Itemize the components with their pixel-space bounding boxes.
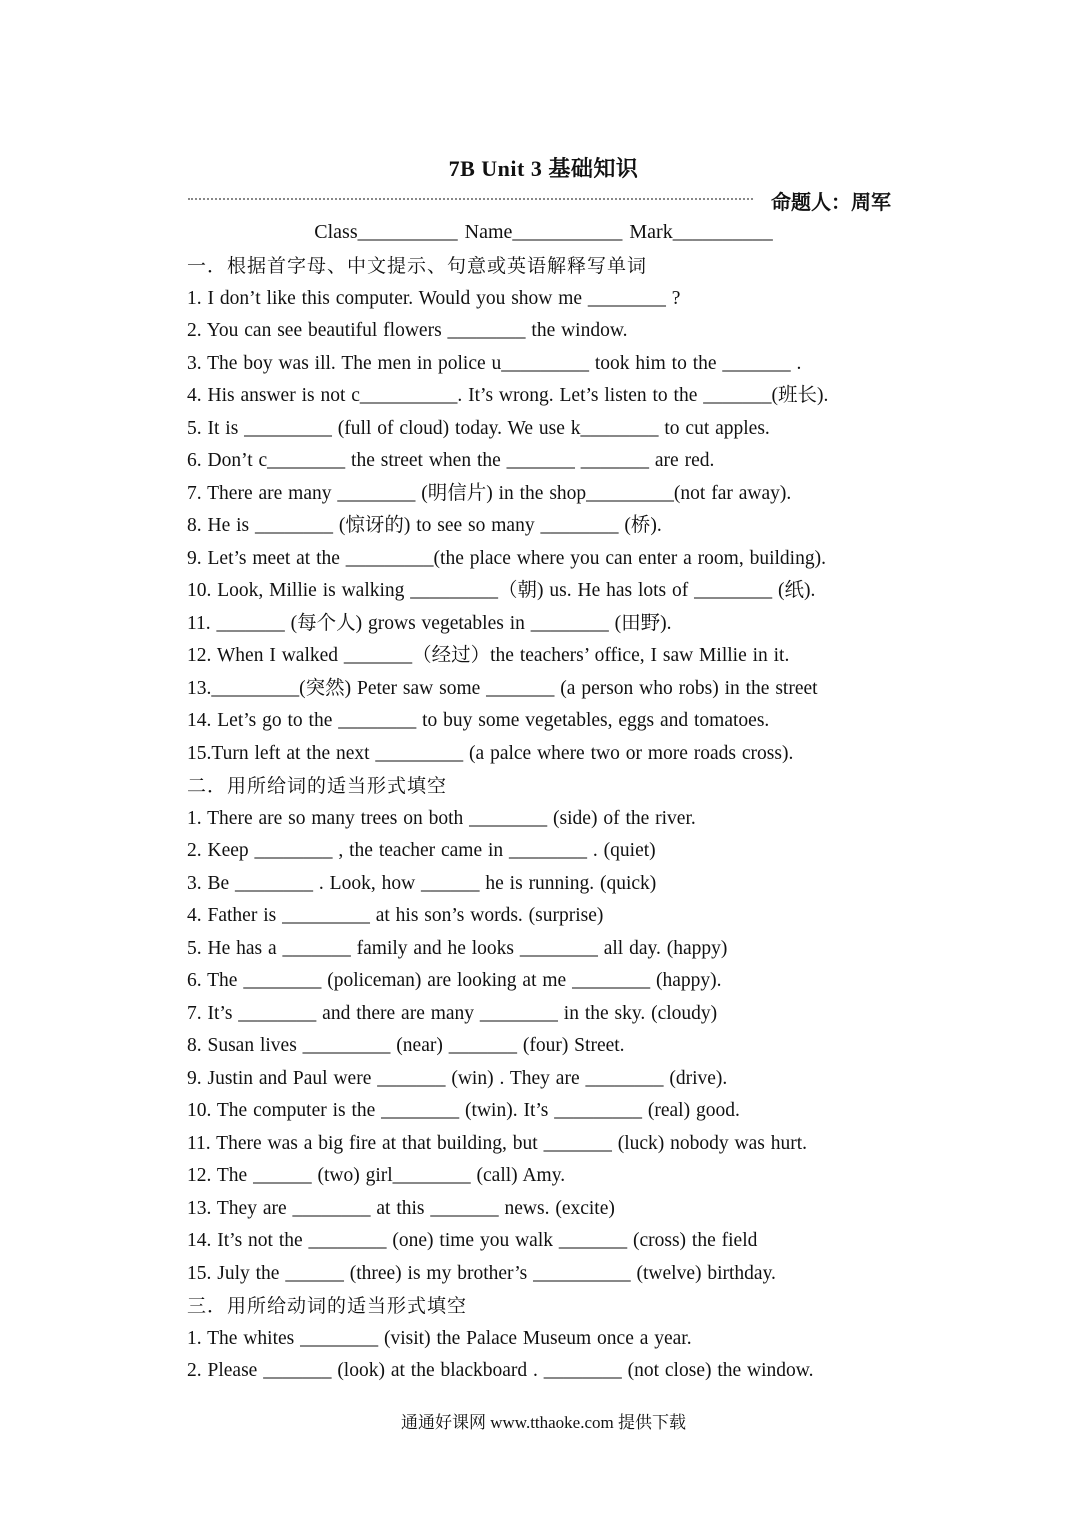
exercise-item: 4. His answer is not c__________. It’s wrong. Let’s listen to the _______(班长). bbox=[187, 385, 829, 406]
exercise-item: 2. Please _______ (look) at the blackboard . ________ (not close) the window. bbox=[187, 1360, 814, 1381]
exercise-item: 12. The ______ (two) girl________ (call) Amy. bbox=[187, 1165, 566, 1186]
page-footer: 通通好课网 www.tthaoke.com 提供下载 bbox=[400, 1413, 687, 1432]
exercise-item: 8. Susan lives _________ (near) _______ (four) Street. bbox=[187, 1035, 625, 1056]
exercise-item: 13. They are ________ at this _______ news. (excite) bbox=[187, 1197, 615, 1219]
exercise-item: 2. Keep ________ , the teacher came in ________ . (quiet) bbox=[187, 840, 656, 861]
exercise-item: 11. _______ (每个人) grows vegetables in ________ (田野). bbox=[187, 612, 672, 634]
section-3-heading: 三．用所给动词的适当形式填空 bbox=[187, 1295, 468, 1317]
exercise-item: 7. There are many ________ (明信片) in the shop_________(not far away). bbox=[187, 482, 792, 504]
exercise-item: 3. The boy was ill. The men in police u_________ took him to the _______ . bbox=[187, 352, 802, 374]
exercise-item: 12. When I walked _______（经过）the teachers’ office, I saw Millie in it. bbox=[187, 645, 790, 666]
exercise-item: 8. He is ________ (惊讶的) to see so many ________ (桥). bbox=[187, 515, 662, 536]
exercise-item: 6. Don’t c________ the street when the _______ _______ are red. bbox=[187, 450, 715, 471]
exercise-item: 9. Justin and Paul were _______ (win) . They are ________ (drive). bbox=[187, 1067, 728, 1089]
exercise-item: 14. Let’s go to the ________ to buy some vegetables, eggs and tomatoes. bbox=[187, 710, 770, 731]
page-title: 7B Unit 3 基础知识 bbox=[448, 156, 639, 181]
dotted-divider bbox=[188, 198, 753, 200]
exercise-item: 1. The whites ________ (visit) the Palace Museum once a year. bbox=[187, 1327, 692, 1349]
exercise-item: 4. Father is _________ at his son’s words. (surprise) bbox=[187, 905, 604, 926]
exercise-item: 6. The ________ (policeman) are looking at me ________ (happy). bbox=[187, 970, 722, 991]
exercise-item: 15.Turn left at the next _________ (a palce where two or more roads cross). bbox=[187, 742, 794, 764]
exercise-item: 7. It’s ________ and there are many ________ in the sky. (cloudy) bbox=[187, 1002, 718, 1024]
exercise-item: 13._________(突然) Peter saw some _______ (a person who robs) in the street bbox=[187, 677, 818, 699]
exercise-item: 10. Look, Millie is walking _________（朝) us. He has lots of ________ (纸). bbox=[187, 580, 816, 601]
worksheet-content bbox=[187, 250, 907, 1388]
exercise-item: 11. There was a big fire at that building, but _______ (luck) nobody was hurt. bbox=[187, 1132, 808, 1154]
section-2-heading: 二．用所给词的适当形式填空 bbox=[187, 775, 448, 797]
exercise-item: 5. He has a _______ family and he looks ________ all day. (happy) bbox=[187, 937, 728, 959]
exercise-item: 5. It is _________ (full of cloud) today. We use k________ to cut apples. bbox=[187, 417, 770, 439]
exercise-item: 15. July the ______ (three) is my brother’s __________ (twelve) birthday. bbox=[187, 1262, 776, 1284]
exercise-item: 9. Let’s meet at the _________(the place where you can enter a room, building). bbox=[187, 547, 826, 569]
exercise-item: 1. There are so many trees on both ________ (side) of the river. bbox=[187, 807, 696, 829]
exercise-item: 10. The computer is the ________ (twin). It’s _________ (real) good. bbox=[187, 1100, 740, 1121]
student-info-fields: Class__________ Name___________ Mark__________ bbox=[314, 221, 773, 243]
exercise-item: 3. Be ________ . Look, how ______ he is running. (quick) bbox=[187, 872, 657, 894]
exercise-item: 14. It’s not the ________ (one) time you walk _______ (cross) the field bbox=[187, 1230, 758, 1251]
exercise-item: 2. You can see beautiful flowers ________ the window. bbox=[187, 320, 628, 341]
exercise-item: 1. I don’t like this computer. Would you show me ________ ? bbox=[187, 287, 681, 309]
author-label: 命题人：周军 bbox=[771, 190, 891, 214]
section-1-heading: 一．根据首字母、中文提示、句意或英语解释写单词 bbox=[187, 255, 648, 277]
